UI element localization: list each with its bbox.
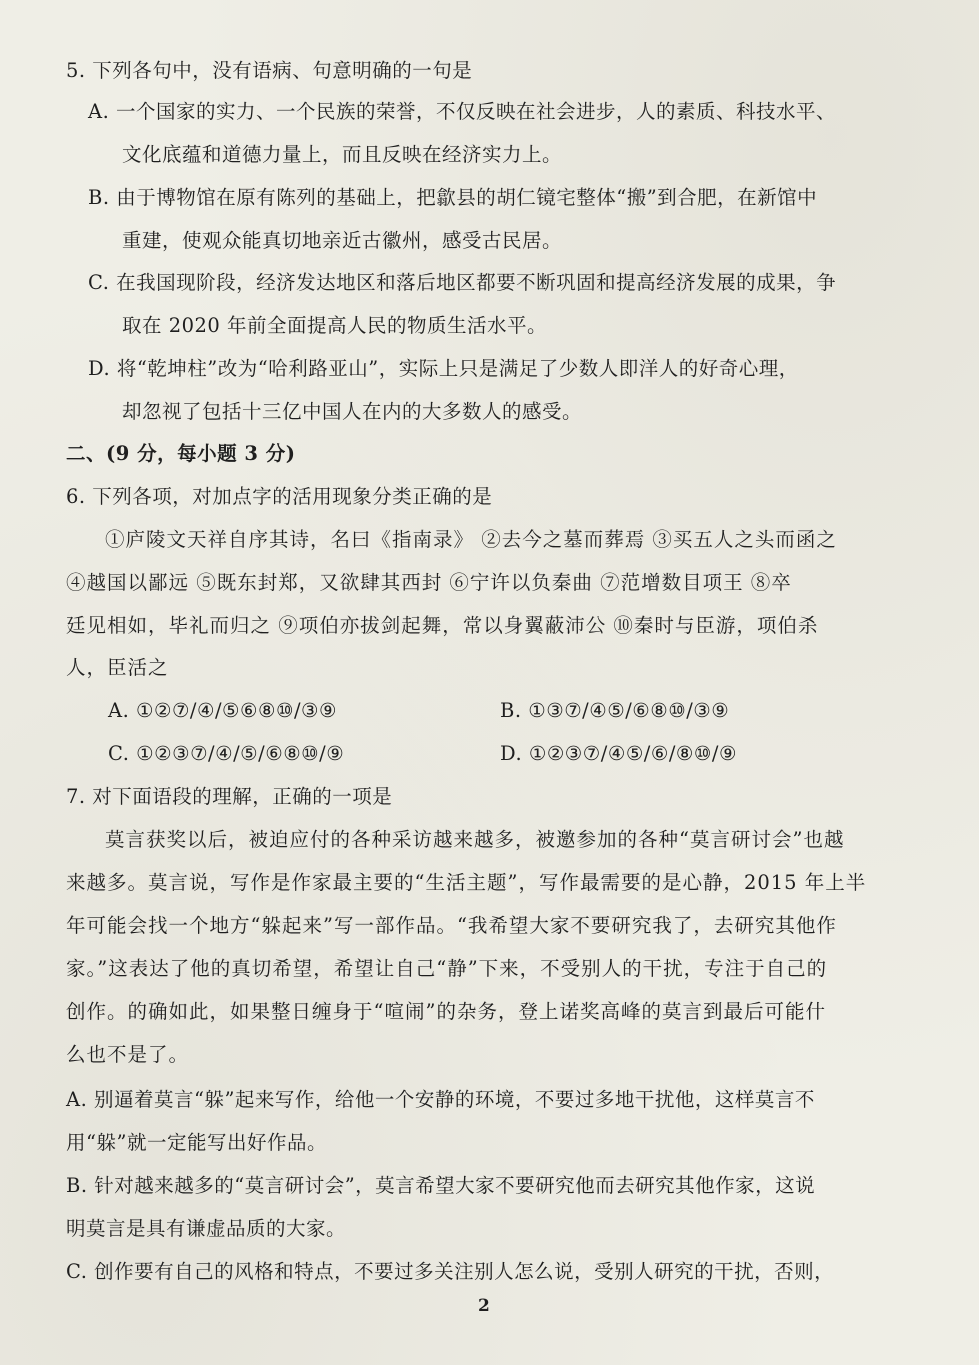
q6-body-line: ④越国以鄙远 ⑤既东封郑，又欲肆其西封 ⑥宁许以负秦曲 ⑦范增数目项王 ⑧卒 (66, 571, 792, 594)
q6-body-line: 人，臣活之 (66, 656, 169, 679)
q7-option-c-line1: C. 创作要有自己的风格和特点，不要过多关注别人怎么说，受别人研究的干扰，否则， (66, 1260, 835, 1283)
q6-option-d: D. ①②③⑦/④⑤/⑥/⑧⑩/⑨ (500, 742, 737, 765)
q5-option-a-line2: 文化底蕴和道德力量上，而且反映在经济实力上。 (122, 143, 563, 166)
q7-passage-line: 家。”这表达了他的真切希望，希望让自己“静”下来，不受别人的干扰，专注于自己的 (66, 957, 828, 980)
q6-body-line: 廷见相如，毕礼而归之 ⑨项伯亦拔剑起舞，常以身翼蔽沛公 ⑩秦时与臣游，项伯杀 (66, 614, 819, 637)
q7-option-b-line2: 明莫言是具有谦虚品质的大家。 (66, 1217, 347, 1240)
q5-option-d-line1: D. 将“乾坤柱”改为“哈利路亚山”，实际上只是满足了少数人即洋人的好奇心理， (88, 357, 799, 380)
q5-option-d-line2: 却忽视了包括十三亿中国人在内的大多数人的感受。 (122, 400, 583, 423)
q7-passage-line: 么也不是了。 (66, 1043, 190, 1066)
page-number: 2 (478, 1296, 490, 1316)
q7-passage-line: 创作。的确如此，如果整日缠身于“喧闹”的杂务，登上诺奖高峰的莫言到最后可能什 (66, 1000, 826, 1023)
q6-option-b: B. ①③⑦/④⑤/⑥⑧⑩/③⑨ (500, 699, 730, 722)
q6-body-line: ①庐陵文天祥自序其诗，名曰《指南录》 ②去今之墓而葬焉 ③买五人之头而函之 (105, 528, 837, 551)
q6-option-c: C. ①②③⑦/④/⑤/⑥⑧⑩/⑨ (108, 742, 345, 765)
q7-passage-line: 莫言获奖以后，被迫应付的各种采访越来越多，被邀参加的各种“莫言研讨会”也越 (105, 828, 845, 851)
q7-option-a-line1: A. 别逼着莫言“躲”起来写作，给他一个安静的环境，不要过多地干扰他，这样莫言不 (66, 1088, 815, 1111)
q5-option-c-line2: 取在 2020 年前全面提高人民的物质生活水平。 (122, 314, 548, 337)
q5-option-c-line1: C. 在我国现阶段，经济发达地区和落后地区都要不断巩固和提高经济发展的成果，争 (88, 271, 837, 294)
q5-option-a-line1: A. 一个国家的实力、一个民族的荣誉，不仅反映在社会进步，人的素质、科技水平、 (88, 100, 836, 123)
q6-option-a: A. ①②⑦/④/⑤⑥⑧⑩/③⑨ (108, 699, 338, 722)
q7-stem: 7. 对下面语段的理解，正确的一项是 (66, 785, 393, 808)
section-heading: 二、(9 分，每小题 3 分) (66, 442, 296, 465)
q6-stem: 6. 下列各项，对加点字的活用现象分类正确的是 (66, 485, 493, 508)
q7-passage-line: 来越多。莫言说，写作是作家最主要的“生活主题”，写作最需要的是心静，2015 年上半 (66, 871, 867, 894)
q7-passage-line: 年可能会找一个地方“躲起来”写一部作品。“我希望大家不要研究我了，去研究其他作 (66, 914, 837, 937)
q5-option-b-line2: 重建，使观众能真切地亲近古徽州，感受古民居。 (122, 229, 563, 252)
q5-stem: 5. 下列各句中，没有语病、句意明确的一句是 (66, 59, 473, 82)
q7-option-b-line1: B. 针对越来越多的“莫言研讨会”，莫言希望大家不要研究他而去研究其他作家，这说 (66, 1174, 816, 1197)
q7-option-a-line2: 用“躲”就一定能写出好作品。 (66, 1131, 327, 1154)
q5-option-b-line1: B. 由于博物馆在原有陈列的基础上，把歙县的胡仁镜宅整体“搬”到合肥，在新馆中 (88, 186, 818, 209)
